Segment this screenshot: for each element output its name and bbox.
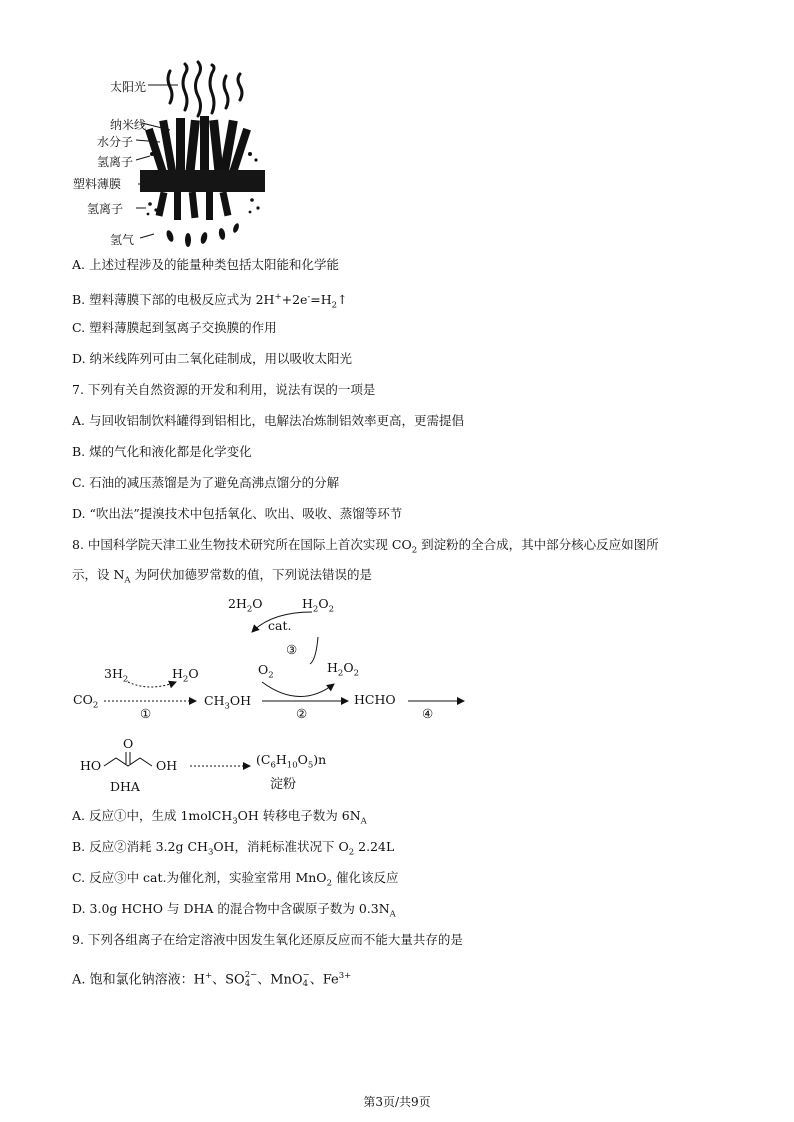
label-hion-top: 氢离子 [97, 155, 134, 169]
reagent-3h2 [104, 666, 128, 685]
q9-stem: 9. 下列各组离子在给定溶液中因发生氧化还原反应而不能大量共存的是 [72, 932, 463, 947]
species-hcho: HCHO [354, 692, 396, 707]
q7-option-b: B. 煤的气化和液化都是化学变化 [72, 444, 252, 459]
reagent-2h2o-text1: 2H [228, 596, 247, 611]
reagent-2h2o-text2: O [252, 596, 263, 611]
q8-option-c [72, 870, 398, 892]
q6-b-sup1: + [274, 292, 282, 302]
q8-d-text: D. 3.0g HCHO 与 DHA 的混合物中含碳原子数为 0.3N [72, 901, 390, 916]
q9-a-text3: 、MnO [257, 972, 303, 988]
q8-b-text3: 2.24L [354, 839, 395, 854]
starch-formula-sub1: 6 [270, 760, 276, 771]
q9-a-script2 [303, 971, 310, 989]
species-co2-sub: 2 [92, 700, 99, 711]
q9-a-sup2: 2− [244, 969, 258, 980]
q8-a-sub2: A [360, 816, 367, 827]
label-sunlight: 太阳光 [110, 80, 147, 94]
q8-a-sub1: 3 [232, 816, 238, 827]
species-co2-text: CO [73, 692, 93, 707]
starch-formula-sub3: 5 [307, 760, 314, 771]
starch-formula-text3: O [297, 752, 308, 767]
reagent-h2o2-top-text2: O [318, 596, 329, 611]
q6-option-c: C. 塑料薄膜起到氢离子交换膜的作用 [72, 320, 277, 335]
starch-formula-sub2: 10 [286, 760, 298, 771]
reagent-3h2-sub: 2 [122, 674, 129, 685]
q8-stem2-text1: 示，设 N [72, 567, 125, 582]
q7-stem: 7. 下列有关自然资源的开发和利用，说法有误的一项是 [72, 382, 376, 397]
q6-option-d: D. 纳米线阵列可由二氧化硅制成，用以吸收太阳光 [72, 351, 353, 366]
label-nanowire: 纳米线 [110, 118, 147, 132]
page-footer: 第3页/共9页 [363, 1095, 431, 1109]
species-ch3oh-sub: 3 [224, 701, 230, 712]
q7-option-a: A. 与回收铝制饮料罐得到铝相比，电解法冶炼制铝效率更高，更需提倡 [72, 413, 464, 428]
dha-ho: HO [80, 758, 102, 773]
q9-a-sup4: 3+ [338, 971, 352, 981]
starch-label: 淀粉 [270, 777, 297, 792]
label-hydrogen: 氢气 [110, 233, 135, 247]
reagent-2h2o [228, 596, 263, 615]
q7-option-c: C. 石油的减压蒸馏是为了避免高沸点馏分的分解 [72, 475, 340, 490]
reagent-h2o2-text1: H [327, 660, 338, 675]
product-h2o-text2: O [188, 666, 199, 681]
catalyst-label: cat. [268, 618, 292, 633]
q8-b-text2: OH，消耗标准状况下 O [213, 839, 349, 854]
q8-a-text1: A. 反应①中，生成 1molCH [72, 808, 233, 823]
q9-a-sub1: 4 [244, 978, 251, 989]
q6-b-text3: =H [310, 292, 332, 308]
reagent-3h2-text: 3H [104, 666, 123, 681]
step-2-label: ② [296, 706, 308, 721]
reagent-o2-text: O [258, 662, 269, 677]
q8-stem1-text1: 8. 中国科学院天津工业生物技术研究所在国际上首次实现 CO [72, 537, 412, 552]
species-co2 [73, 692, 98, 711]
step-1-label: ① [140, 706, 152, 721]
label-film: 塑料薄膜 [73, 177, 122, 191]
q6-option-a: A. 上述过程涉及的能量种类包括太阳能和化学能 [72, 257, 339, 272]
q8-option-b [72, 839, 394, 861]
reagent-h2o2 [327, 660, 359, 679]
q8-d-sub: A [389, 909, 396, 920]
step-3-label: ③ [286, 642, 298, 657]
reagent-2h2o-sub: 2 [246, 604, 253, 615]
q8-b-text1: B. 反应②消耗 3.2g CH [72, 839, 208, 854]
q8-stem1-text2: 到淀粉的全合成，其中部分核心反应如图所 [417, 537, 659, 552]
q6-b-text4: ↑ [337, 292, 348, 308]
q8-b-sub2: 2 [348, 847, 355, 858]
reagent-o2-sub: 2 [268, 670, 274, 681]
starch-formula-text2: H [275, 752, 287, 767]
species-ch3oh-text2: OH [229, 693, 252, 708]
q7-option-d: D. “吹出法”提溴技术中包括氧化、吹出、吸收、蒸馏等环节 [72, 506, 403, 521]
q9-a-sub2: 4 [302, 978, 308, 989]
starch-formula-text1: (C [256, 752, 271, 767]
q8-option-d [72, 901, 396, 923]
dha-oh: OH [156, 758, 178, 773]
q9-a-text4: 、Fe [309, 972, 339, 988]
q9-a-script1 [245, 971, 258, 989]
q8-c-text2: 催化该反应 [331, 870, 399, 885]
q6-b-text1: B. 塑料薄膜下部的电极反应式为 2H [72, 292, 275, 308]
starch-formula-text4: )n [313, 752, 327, 767]
q6-b-text2: +2e [281, 292, 308, 308]
q9-a-sup3: − [302, 969, 310, 980]
species-ch3oh-text1: CH [204, 693, 225, 708]
reagent-h2o2-top-sub2: 2 [328, 604, 334, 615]
product-h2o [172, 666, 199, 685]
q9-a-text2: 、SO [212, 972, 245, 988]
reagent-h2o2-sub2: 2 [353, 668, 359, 679]
label-hion-bottom: 氢离子 [87, 202, 124, 216]
product-h2o-text1: H [172, 666, 183, 681]
q9-option-a [72, 968, 351, 989]
step-4-label: ④ [422, 706, 434, 721]
q8-stem2-sub: A [124, 575, 131, 586]
q8-stem1-sub: 2 [411, 545, 418, 556]
q8-c-text1: C. 反应③中 cat.为催化剂，实验室常用 MnO [72, 870, 327, 885]
species-ch3oh [204, 693, 251, 712]
dha-label: DHA [110, 779, 140, 794]
q8-b-sub1: 3 [207, 847, 214, 858]
starch-formula [256, 752, 326, 771]
q8-c-sub: 2 [326, 878, 332, 889]
q6-b-sub: 2 [331, 300, 338, 311]
product-h2o-sub: 2 [182, 674, 189, 685]
q8-a-text2: OH 转移电子数为 6N [237, 808, 361, 823]
reagent-h2o2-text2: O [343, 660, 354, 675]
reagent-h2o2-top-sub1: 2 [312, 604, 319, 615]
reagent-h2o2-top [302, 596, 334, 615]
q8-stem2-text2: 为阿伏加德罗常数的值，下列说法错误的是 [130, 567, 373, 582]
q9-a-text1: A. 饱和氯化钠溶液：H [72, 972, 205, 988]
reagent-h2o2-top-text1: H [302, 596, 313, 611]
dha-o: O [123, 736, 134, 751]
q6-b-sup2: - [307, 292, 311, 302]
q8-option-a [72, 808, 367, 830]
label-water: 水分子 [97, 135, 134, 149]
q9-a-sup1: + [205, 971, 213, 981]
reagent-h2o2-sub1: 2 [337, 668, 344, 679]
reagent-o2 [258, 662, 274, 681]
